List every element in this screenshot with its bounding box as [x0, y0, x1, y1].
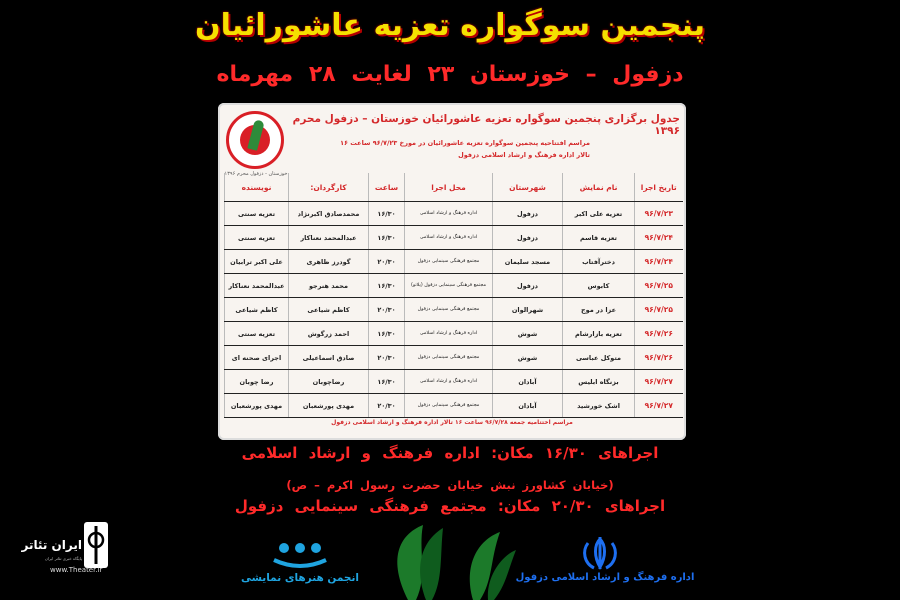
cell-writer: مهدی پورشعبان: [225, 394, 289, 418]
cell-venue: مجتمع فرهنگی سینمایی دزفول: [405, 250, 493, 274]
cell-city: آبادان: [493, 394, 563, 418]
cell-writer: تعزیه سنتی: [225, 226, 289, 250]
cell-time: ۱۶/۳۰: [369, 226, 405, 250]
cell-show: کابوس: [563, 274, 635, 298]
cell-time: ۱۶/۳۰: [369, 370, 405, 394]
cell-time: ۲۰/۳۰: [369, 346, 405, 370]
cell-city: شوش: [493, 346, 563, 370]
table-row: [225, 346, 683, 370]
column-header: نام نمایش: [563, 173, 635, 202]
cell-city: آبادان: [493, 370, 563, 394]
table-row: [225, 298, 683, 322]
cell-city: دزفول: [493, 274, 563, 298]
cell-director: کاظم شیاعی: [289, 298, 369, 322]
cell-time: ۱۶/۳۰: [369, 322, 405, 346]
festival-logo-icon: [226, 111, 284, 169]
performance-2030-info: اجراهای ۲۰/۳۰ مکان: مجتمع فرهنگی سینمایی دزفول: [234, 497, 666, 515]
feather-icon: [368, 520, 518, 600]
column-header: ساعت: [369, 173, 405, 202]
cell-writer: کاظم شیاعی: [225, 298, 289, 322]
theater-tagline: پایگاه خبری تئاتر ایران: [44, 556, 82, 561]
venue-address: (خیابان کشاورز نبش خیابان حضرت رسول اکرم – ص): [286, 478, 614, 492]
schedule-card: [218, 103, 686, 440]
cell-venue: اداره فرهنگ و ارشاد اسلامی: [405, 226, 493, 250]
cell-time: ۲۰/۳۰: [369, 394, 405, 418]
festival-subtitle: دزفول – خوزستان ۲۳ لغایت ۲۸ مهرماه: [216, 62, 684, 87]
cell-venue: مجتمع فرهنگی سینمایی دزفول: [405, 298, 493, 322]
cell-writer: عبدالمحمد نعناکار: [225, 274, 289, 298]
cell-director: احمد زرگوش: [289, 322, 369, 346]
cell-time: ۲۰/۳۰: [369, 250, 405, 274]
cell-date: ۹۶/۷/۲۵: [635, 274, 683, 298]
cell-show: عزا در موج: [563, 298, 635, 322]
cell-writer: اجرای صحنه ای: [225, 346, 289, 370]
cell-show: تعزیه بازارشام: [563, 322, 635, 346]
cell-show: بزنگاه ابلیس: [563, 370, 635, 394]
cell-writer: تعزیه سنتی: [225, 202, 289, 226]
table-row: [225, 394, 683, 418]
cell-venue: اداره فرهنگ و ارشاد اسلامی: [405, 370, 493, 394]
cell-writer: رضا چوبان: [225, 370, 289, 394]
cell-venue: اداره فرهنگ و ارشاد اسلامی: [405, 322, 493, 346]
cell-city: دزفول: [493, 226, 563, 250]
column-header: محل اجرا: [405, 173, 493, 202]
logo-caption: خوزستان - دزفول محرم ۱۳۹۶: [224, 171, 288, 177]
table-row: [225, 274, 683, 298]
opening-ceremony-line: مراسم افتتاحیه پنجمین سوگواره تعزیه عاشورائیان در مورخ ۹۶/۷/۲۳ ساعت ۱۶: [340, 139, 590, 147]
schedule-heading: جدول برگزاری پنجمین سوگواره تعزیه عاشورائیان خوزستان – دزفول محرم ۱۳۹۶: [292, 113, 680, 137]
cell-director: صادق اسماعیلی: [289, 346, 369, 370]
ershad-caption: اداره فرهنگ و ارشاد اسلامی دزفول: [515, 572, 695, 583]
cell-venue: مجتمع فرهنگی سینمایی دزفول: [405, 346, 493, 370]
cell-director: محمدصادق اکبرنژاد: [289, 202, 369, 226]
cell-director: عبدالمحمد نعناکار: [289, 226, 369, 250]
cell-show: تعزیه علی اکبر: [563, 202, 635, 226]
cell-venue: مجتمع فرهنگی سینمایی دزفول (پلاتو): [405, 274, 493, 298]
table-row: [225, 370, 683, 394]
cell-director: گودرز ظاهری: [289, 250, 369, 274]
festival-title: پنجمین سوگواره تعزیه عاشورائیان: [195, 8, 705, 43]
table-row: [225, 322, 683, 346]
cell-city: مسجد سلیمان: [493, 250, 563, 274]
theater-url: www.Theater.ir: [50, 566, 103, 574]
cell-show: دخترآفتاب: [563, 250, 635, 274]
theater-name: ایران تئاتر: [21, 538, 82, 552]
closing-ceremony-line: مراسم اختتامیه جمعه ۹۶/۷/۲۸ ساعت ۱۶ تالار اداره فرهنگ و ارشاد اسلامی دزفول: [331, 419, 573, 426]
column-header: تاریخ اجرا: [635, 173, 683, 202]
table-row: [225, 202, 683, 226]
anjoman-logo-icon: [270, 540, 330, 570]
cell-show: تعزیه قاسم: [563, 226, 635, 250]
table-header-row: [225, 173, 683, 202]
table-row: [225, 226, 683, 250]
cell-time: ۲۰/۳۰: [369, 298, 405, 322]
cell-date: ۹۶/۷/۲۴: [635, 250, 683, 274]
column-header: شهرستان: [493, 173, 563, 202]
cell-city: دزفول: [493, 202, 563, 226]
cell-show: متوکل عباسی: [563, 346, 635, 370]
cell-date: ۹۶/۷/۲۷: [635, 370, 683, 394]
cell-date: ۹۶/۷/۲۵: [635, 298, 683, 322]
cell-date: ۹۶/۷/۲۶: [635, 322, 683, 346]
performance-1630-info: اجراهای ۱۶/۳۰ مکان: اداره فرهنگ و ارشاد اسلامی: [241, 444, 659, 462]
cell-date: ۹۶/۷/۲۳: [635, 202, 683, 226]
cell-date: ۹۶/۷/۲۶: [635, 346, 683, 370]
opening-ceremony-venue: تالار اداره فرهنگ و ارشاد اسلامی دزفول: [458, 151, 590, 159]
cell-director: رضاچوبان: [289, 370, 369, 394]
column-header: نویسنده: [225, 173, 289, 202]
iran-emblem-icon: [580, 535, 620, 571]
cell-writer: علی اکبر ترابیان: [225, 250, 289, 274]
cell-show: اشک خورشید: [563, 394, 635, 418]
cell-writer: تعزیه سنتی: [225, 322, 289, 346]
cell-venue: مجتمع فرهنگی سینمایی دزفول: [405, 394, 493, 418]
column-header: کارگردان:: [289, 173, 369, 202]
cell-date: ۹۶/۷/۲۴: [635, 226, 683, 250]
cell-venue: اداره فرهنگ و ارشاد اسلامی: [405, 202, 493, 226]
anjoman-caption: انجمن هنرهای نمایشی: [240, 572, 360, 584]
table-row: [225, 250, 683, 274]
cell-time: ۱۶/۳۰: [369, 202, 405, 226]
cell-city: شهرالوان: [493, 298, 563, 322]
cell-director: مهدی پورشعبان: [289, 394, 369, 418]
cell-time: ۱۶/۳۰: [369, 274, 405, 298]
iran-theater-logo-icon: [82, 520, 110, 570]
cell-director: محمد هنرجو: [289, 274, 369, 298]
cell-date: ۹۶/۷/۲۷: [635, 394, 683, 418]
cell-city: شوش: [493, 322, 563, 346]
schedule-table: [224, 173, 683, 418]
